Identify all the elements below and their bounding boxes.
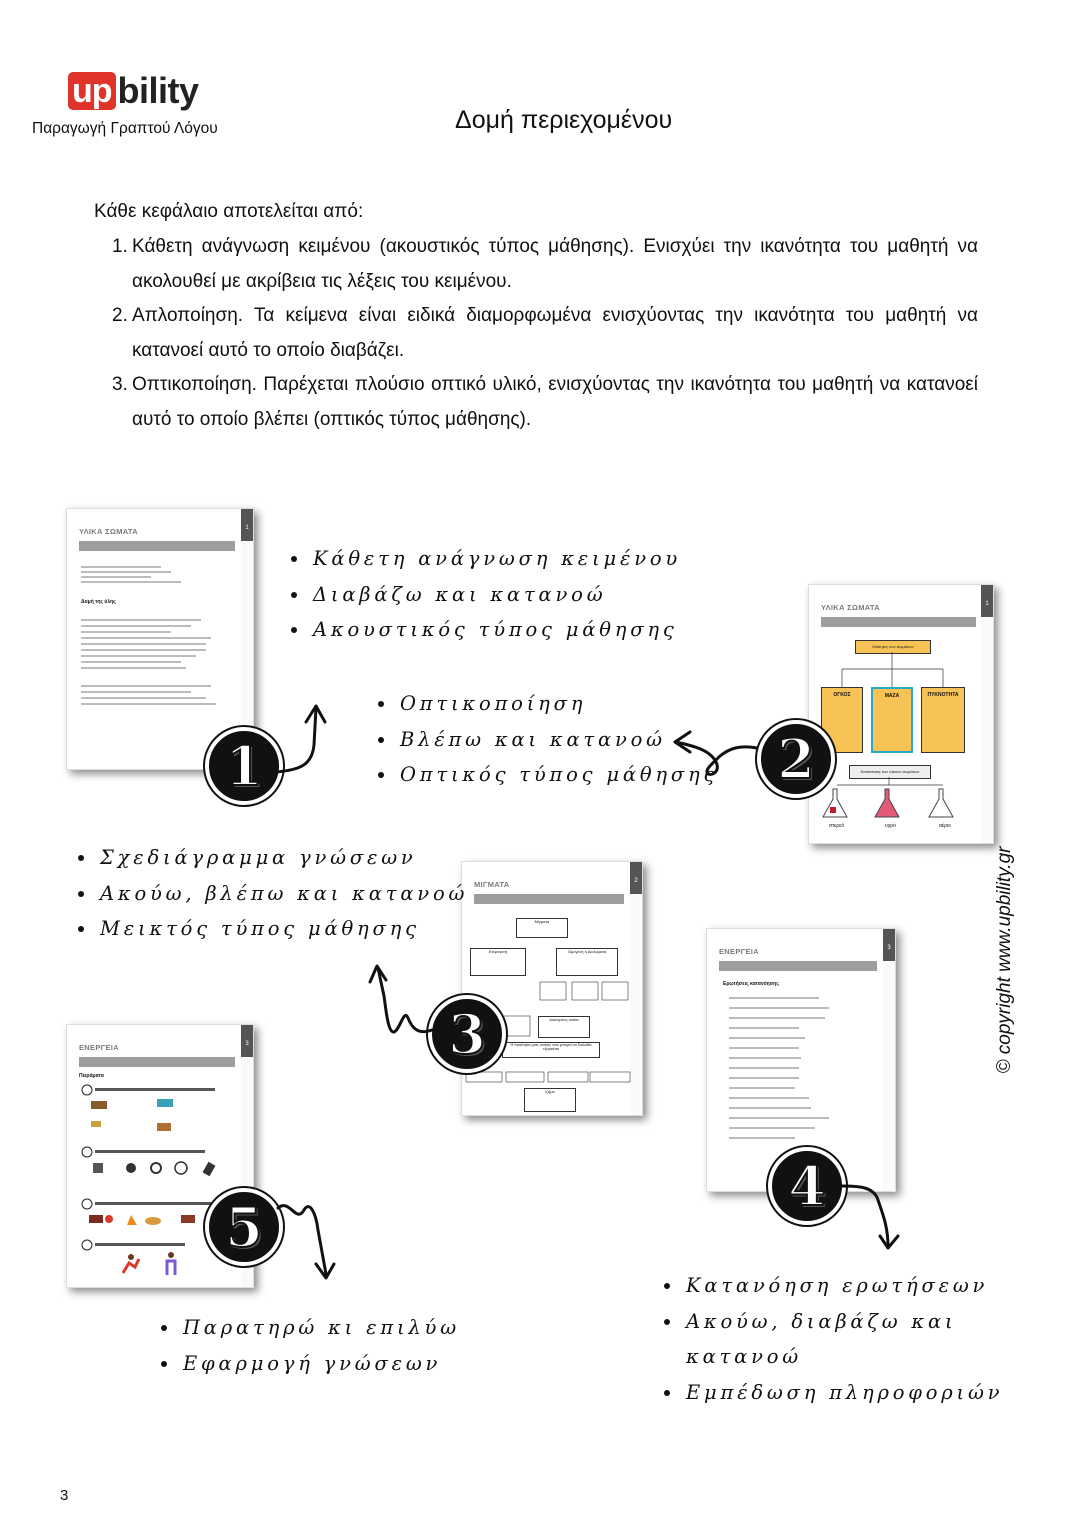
- logo-bility: bility: [117, 70, 199, 111]
- list-item: Κατανόηση ερωτήσεων: [662, 1268, 962, 1304]
- logo-subtitle: Παραγωγή Γραπτού Λόγου: [32, 120, 218, 137]
- thumbnail-title: ΕΝΕΡΓΕΙΑ: [719, 947, 759, 956]
- node-solute: Διαλυμένη ουσία: [538, 1016, 590, 1038]
- features-group-5: [159, 1310, 460, 1381]
- thumbnail-subtitle: Πειράματα: [79, 1073, 104, 1079]
- node-heterogeneous: Ετερογενή: [470, 948, 526, 976]
- node-dissolution: Η ποσότητα μιας ουσίας που μπορεί να διαλυθεί εξαρτάται: [502, 1042, 600, 1058]
- thumbnail-title: ΜΙΓΜΑΤΑ: [474, 880, 510, 889]
- thumbnail-subtitle: Ερωτήσεις κατανόησης: [723, 981, 779, 987]
- diagram-foot: Κατάσταση των υλικών σωμάτων: [849, 765, 931, 779]
- list-item: Οπτικοποίηση: [376, 686, 718, 722]
- list-item: Ακούω, διαβάζω και κατανοώ: [662, 1304, 962, 1375]
- diagram-density: ΠΥΚΝΟΤΗΤΑ: [921, 687, 965, 753]
- thumbnail-chapter-number: 1: [981, 585, 993, 617]
- list-item: Μεικτός τύπος μάθησης: [76, 911, 468, 947]
- features-group-2: [376, 686, 718, 793]
- list-item: Βλέπω και κατανοώ: [376, 722, 718, 758]
- list-text: Οπτικοποίηση. Παρέχεται πλούσιο οπτικό υλικό, ενισχύοντας την ικανότητα του μαθητή να κατανοεί αυτό το οποίο βλέπει (οπτικός τύπος μάθησης).: [132, 374, 978, 430]
- features-group-1: [289, 541, 681, 648]
- list-text: Απλοποίηση. Τα κείμενα είναι ειδικά διαμορφωμένα ενισχύοντας την ικανότητα του μαθητή να κατανοεί αυτό το οποίο διαβάζει.: [132, 305, 978, 361]
- node-homogeneous: Ομογενή ή Διαλύματα: [556, 948, 618, 976]
- arrow-5: [278, 1206, 326, 1274]
- diagram-mass: ΜΑΖΑ: [871, 687, 913, 753]
- thumbnail-chapter-number: 2: [630, 862, 642, 894]
- node-sediment: Ιζήμα: [524, 1088, 576, 1112]
- badge-1-number: 1: [225, 734, 263, 798]
- list-item: Οπτικός τύπος μάθησης: [376, 757, 718, 793]
- thumbnail-title: ΥΛΙΚΑ ΣΩΜΑΤΑ: [821, 603, 880, 612]
- list-item: Εφαρμογή γνώσεων: [159, 1346, 460, 1382]
- diagram-volume: ΟΓΚΟΣ: [821, 687, 863, 753]
- diagram-head: Ιδιότητες των σωμάτων: [855, 640, 931, 654]
- node-mixtures: Μίγματα: [516, 918, 568, 938]
- page-number: 3: [60, 1487, 69, 1504]
- state-solid: στερεό: [829, 823, 845, 829]
- features-group-4: [662, 1268, 1004, 1410]
- state-liquid: υγρό: [885, 823, 896, 829]
- copyright-text: © copyright www.upbility.gr: [994, 846, 1015, 1074]
- list-item: Ακούω, βλέπω και κατανοώ: [76, 876, 468, 912]
- list-item: Κάθετη ανάγνωση κειμένου: [289, 541, 681, 577]
- list-number: 1.: [112, 236, 128, 257]
- badge-3-number: 3: [448, 1002, 486, 1066]
- thumbnail-chapter-number: 3: [241, 1025, 253, 1057]
- list-text: Κάθετη ανάγνωση κειμένου (ακουστικός τύπος μάθησης). Ενισχύει την ικανότητα του μαθητή να ακολουθεί με ακρίβεια τις λέξεις του κειμένου.: [132, 236, 978, 292]
- list-number: 3.: [112, 374, 128, 395]
- state-gas: αέριο: [939, 823, 951, 829]
- features-group-3: [76, 840, 468, 947]
- logo-up: up: [68, 72, 116, 110]
- thumbnail-chapter-number: 3: [883, 929, 895, 961]
- list-item: Παρατηρώ κι επιλύω: [159, 1310, 460, 1346]
- page-title: Δομή περιεχομένου: [455, 106, 673, 134]
- thumbnail-chapter-number: 1: [241, 509, 253, 541]
- thumbnail-title: ΕΝΕΡΓΕΙΑ: [79, 1043, 119, 1052]
- list-item: Εμπέδωση πληροφοριών: [662, 1375, 962, 1411]
- list-item: Σχεδιάγραμμα γνώσεων: [76, 840, 468, 876]
- badge-4-number: 4: [788, 1154, 826, 1218]
- list-item: Ακουστικός τύπος μάθησης: [289, 612, 681, 648]
- list-item: Διαβάζω και κατανοώ: [289, 577, 681, 613]
- badge-5-number: 5: [225, 1195, 263, 1259]
- badge-2-number: 2: [777, 727, 815, 791]
- list-number: 2.: [112, 305, 128, 326]
- thumbnail-subtitle: Δομή της ύλης: [81, 599, 116, 605]
- thumbnail-title: ΥΛΙΚΑ ΣΩΜΑΤΑ: [79, 527, 138, 536]
- intro-text: Κάθε κεφάλαιο αποτελείται από:: [94, 201, 364, 222]
